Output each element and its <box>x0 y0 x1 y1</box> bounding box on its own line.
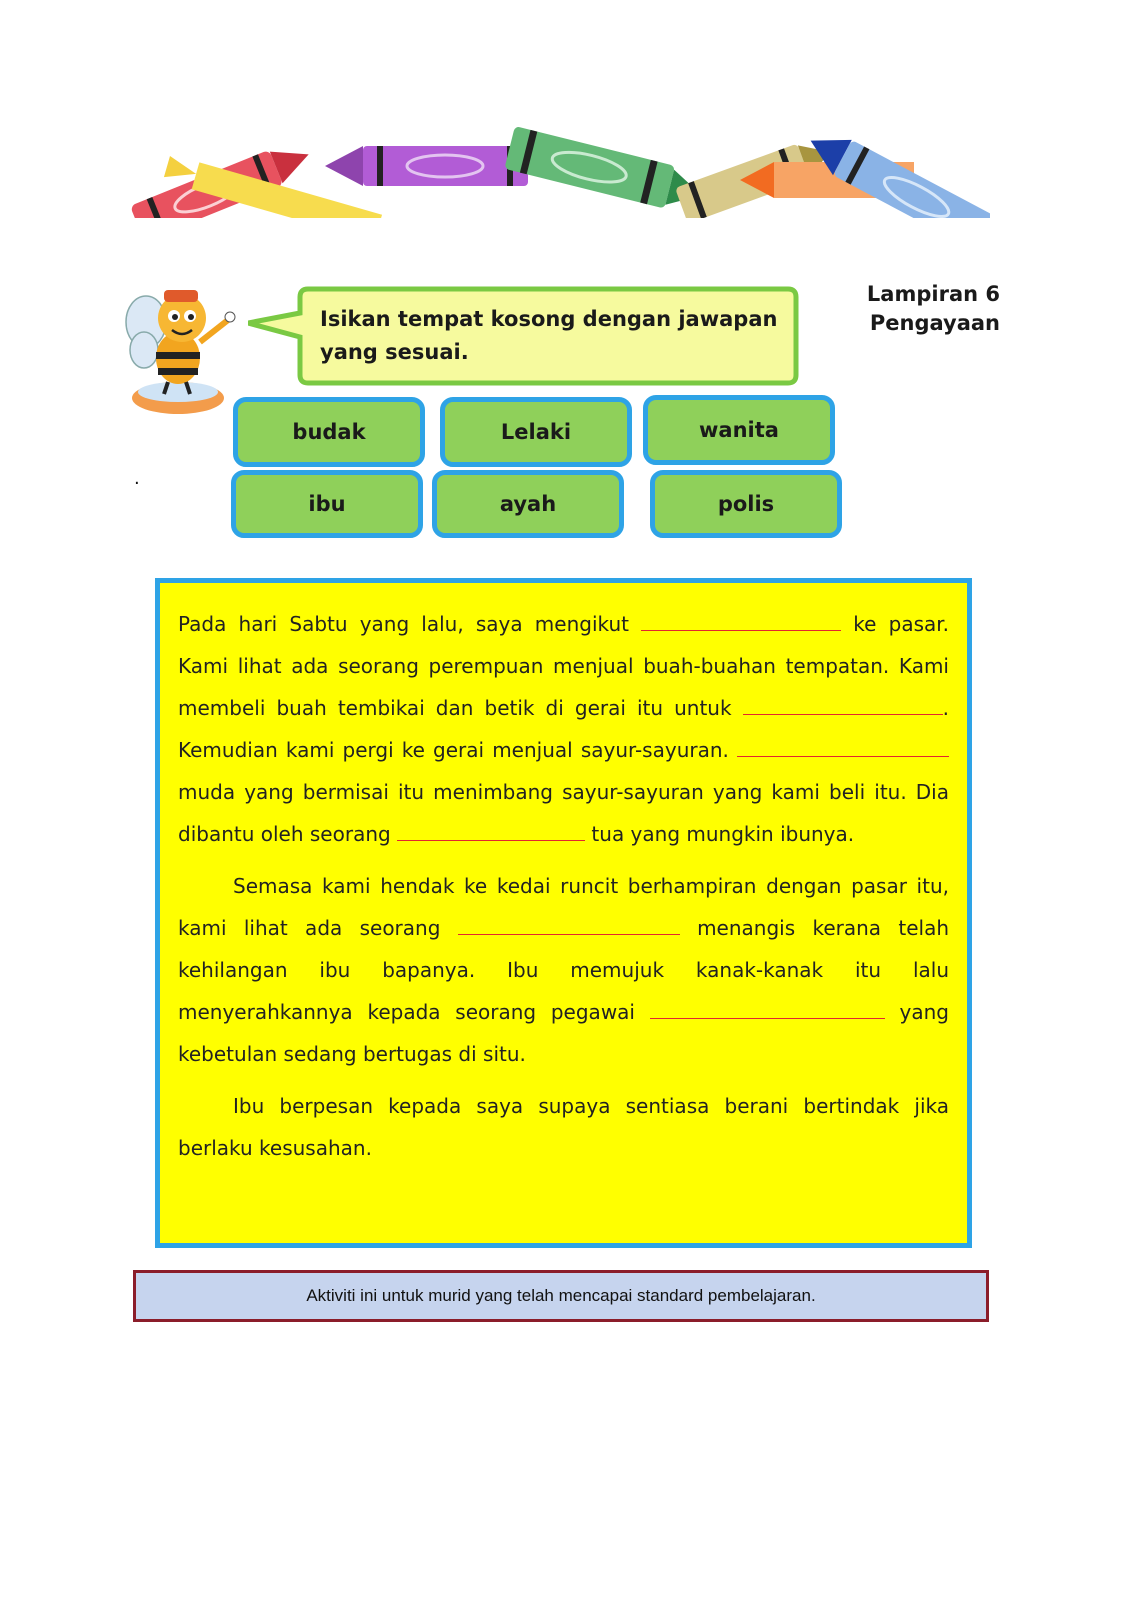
story-paragraph-3: Ibu berpesan kepada saya supaya sentiasa berani bertindak jika berlaku kesusahan. <box>178 1094 949 1160</box>
word-wanita[interactable]: wanita <box>643 395 835 465</box>
answer-blank-3[interactable] <box>737 736 949 757</box>
story-paragraph-1 <box>178 603 949 855</box>
story-text: tua yang mungkin ibunya. <box>591 822 855 846</box>
answer-blank-5[interactable] <box>458 914 680 935</box>
answer-blank-6[interactable] <box>650 998 885 1019</box>
story-text: muda yang bermisai itu menimbang sayur-sayuran yang kami beli itu. Dia dibantu oleh seorang <box>178 780 949 846</box>
story-text: Semasa kami hendak ke kedai runcit berhampiran dengan pasar itu, kami lihat ada seorang <box>178 874 949 940</box>
appendix-label <box>860 280 1000 338</box>
word-lelaki[interactable]: Lelaki <box>440 397 632 467</box>
word-ayah[interactable]: ayah <box>432 470 624 538</box>
instruction-text: Isikan tempat kosong dengan jawapan yang sesuai. <box>320 307 778 364</box>
stray-dot: . <box>134 468 140 489</box>
story-text: menangis kerana telah kehilangan ibu bapanya. Ibu memujuk kanak-kanak itu lalu menyerahkannya kepada seorang pegawai <box>178 916 949 1024</box>
word-polis[interactable]: polis <box>650 470 842 538</box>
answer-blank-2[interactable] <box>743 694 943 715</box>
story-box <box>155 578 972 1248</box>
story-text: . Kemudian kami pergi ke gerai menjual sayur-sayuran. <box>178 696 950 762</box>
bee-mascot-icon <box>120 280 245 420</box>
lampiran-title: Lampiran 6 <box>866 282 1000 306</box>
answer-blank-1[interactable] <box>641 610 841 631</box>
crayons-banner-icon <box>130 118 990 218</box>
answer-blank-4[interactable] <box>397 820 585 841</box>
word-ibu[interactable]: ibu <box>231 470 423 538</box>
word-budak[interactable]: budak <box>233 397 425 467</box>
pengayaan-title: Pengayaan <box>869 311 1000 335</box>
story-text: yang kebetulan sedang bertugas di situ. <box>178 1000 949 1066</box>
instruction-bubble <box>248 285 814 395</box>
story-text: ke pasar. Kami lihat ada seorang perempuan menjual buah-buahan tempatan. Kami membeli buah tembikai dan betik di gerai itu untuk <box>178 612 949 720</box>
story-paragraph-2 <box>178 865 949 1075</box>
footer-note: Aktiviti ini untuk murid yang telah mencapai standard pembelajaran. <box>133 1270 989 1322</box>
story-text: Pada hari Sabtu yang lalu, saya mengikut <box>178 612 629 636</box>
